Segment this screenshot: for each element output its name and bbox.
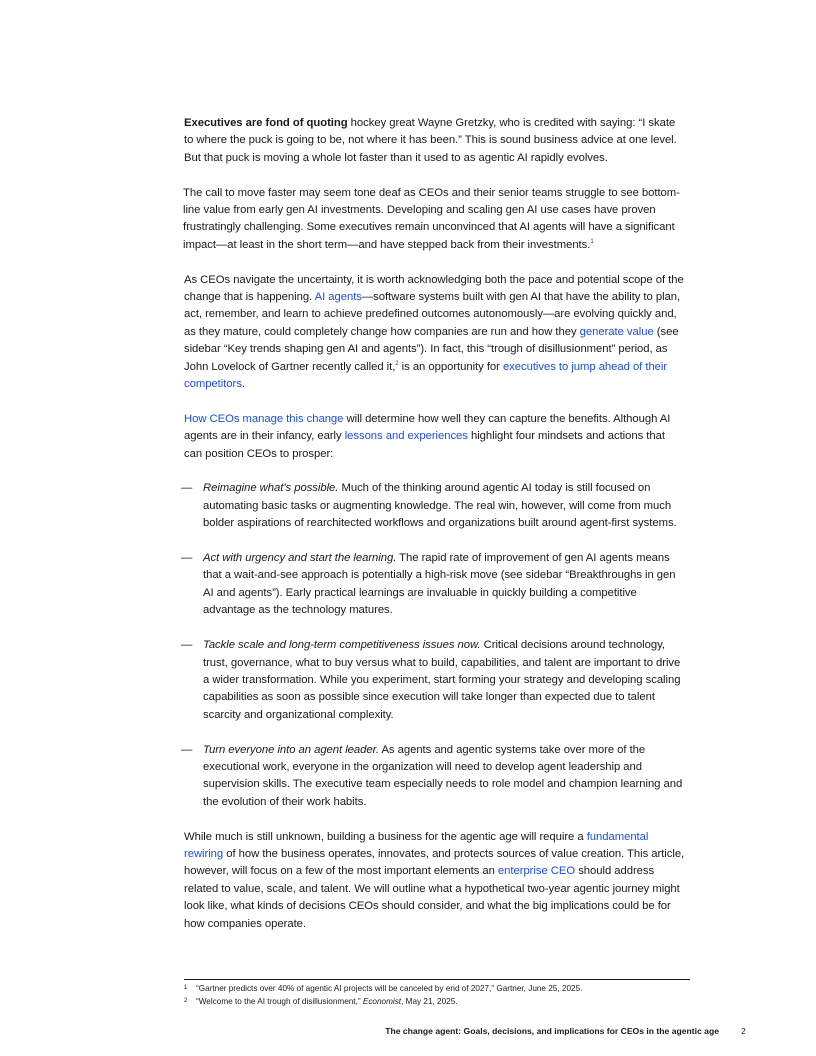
paragraph-uncertainty: [184, 272, 686, 394]
footnote-number: 2: [184, 997, 188, 1004]
link-lessons-experiences[interactable]: lessons and experiences: [344, 430, 468, 443]
list-item-text: As agents and agentic systems take over more of the executional work, everyone in the organization will need to develop agent leadership and supervision skills. The executive team especially needs to role model and champion learning and the evolution of their work habits.: [203, 743, 683, 808]
list-item: [181, 637, 686, 724]
dash-bullet: —: [181, 743, 193, 756]
footnote-1: [184, 983, 704, 996]
link-ai-agents[interactable]: AI agents: [314, 291, 362, 304]
footnote-2: [184, 996, 704, 1009]
footnote-ref-2[interactable]: 2: [395, 360, 399, 367]
link-fundamental-rewiring[interactable]: fundamental rewiring: [184, 830, 649, 860]
dash-bullet: —: [181, 482, 193, 495]
mindsets-list: [181, 480, 686, 811]
paragraph-text: should address related to value, scale, and talent. We will outline what a hypothetical two-year agentic journey might look like, what kinds of decisions CEOs should consider, and what the big implications could be for how companies operate.: [184, 865, 680, 930]
link-executives-jump-ahead[interactable]: executives to jump ahead of their competitors: [184, 360, 668, 391]
link-enterprise-ceo[interactable]: enterprise CEO: [497, 865, 576, 878]
paragraph-text: is an opportunity for: [398, 360, 503, 373]
footnote-number: 1: [184, 985, 188, 991]
list-item-title: Reimagine what’s possible.: [203, 482, 339, 495]
dash-bullet: —: [181, 552, 193, 565]
list-item-text: Much of the thinking around agentic AI today is still focused on automating basic tasks or augmenting knowledge. The real win, however, will come from much bolder aspirations of rearchitected workflows and organizations built around agent-first systems.: [203, 482, 677, 530]
paragraph-rewiring: [184, 829, 686, 933]
paragraph-text: of how the business operates, innovates, and protects sources of value creation. This article, however, will focus on a few of the most important elements an: [184, 847, 685, 878]
footnote-text: , May 21, 2025.: [401, 996, 458, 1006]
link-generate-value[interactable]: generate value: [579, 325, 654, 338]
paragraph-text: The call to move faster may seem tone deaf as CEOs and their senior teams struggle to see bottom-line value from early gen AI investments. Developing and scaling gen AI use cases have proven frustratingly challenging. Some executives remain unconvinced that AI agents will have a significant impact—at least in the short term—and have stepped back from their investments.: [183, 186, 680, 251]
list-item: [181, 550, 686, 620]
article-body: [181, 115, 686, 950]
footnotes: [184, 983, 704, 1008]
footnote-text: “Gartner predicts over 40% of agentic AI projects will be canceled by end of 2027,” Gartner, June 25, 2025.: [196, 984, 583, 993]
footnote-divider: [184, 979, 690, 980]
paragraph-text: .: [241, 378, 245, 391]
paragraph-text: While much is still unknown, building a business for the agentic age will require a: [184, 830, 587, 843]
running-title: The change agent: Goals, decisions, and implications for CEOs in the agentic age: [385, 1026, 719, 1036]
paragraph-text: —software systems built with gen AI that have the ability to plan, act, remember, and learn to achieve predefined outcomes autonomously—are evolving quickly and, as they mature, could completely change how companies are run and how they: [184, 291, 681, 338]
paragraph-mindsets: [184, 411, 686, 463]
link-how-ceos-manage[interactable]: How CEOs manage this change: [184, 412, 344, 425]
paragraph-intro: [184, 115, 686, 167]
paragraph-text: hockey great Wayne Gretzky, who is credited with saying: “I skate to where the puck is going to be, not where it has been.” This is sound business advice at one level. But that puck is moving a whole lot faster than it used to as agentic AI rapidly evolves.: [184, 117, 677, 164]
paragraph-call-to-move: [183, 185, 686, 255]
footnote-ref-1[interactable]: 1: [590, 239, 594, 246]
paragraph-text: will determine how well they can capture the benefits. Although AI agents are in their infancy, early: [184, 412, 671, 443]
list-item-text: The rapid rate of improvement of gen AI agents means that a wait-and-see approach is potentially a high-risk move (see sidebar “Breakthroughs in gen AI and agents”). Early practical learnings are invaluable in quickly building a competitive advantage as the technology matures.: [203, 552, 676, 617]
dash-bullet: —: [181, 639, 193, 652]
list-item: [181, 742, 686, 812]
list-item-title: Tackle scale and long-term competitiveness issues now.: [203, 639, 481, 652]
paragraph-text: (see sidebar “Key trends shaping gen AI and agents”). In fact, this “trough of disillusionment” period, as John Lovelock of Gartner recently called it,: [184, 325, 679, 373]
list-item-text: Critical decisions around technology, trust, governance, what to buy versus what to build, capabilities, and talent are important to drive a wider transformation. While you experiment, start forming your strategy and developing scaling capabilities as soon as possible since execution will take longer than expected due to talent scarcity and organizational complexity.: [203, 639, 681, 721]
page-number: 2: [741, 1026, 746, 1036]
lead-in: Executives are fond of quoting: [184, 117, 348, 129]
footnote-publication: Economist: [362, 996, 402, 1006]
paragraph-text: highlight four mindsets and actions that can position CEOs to prosper:: [184, 430, 665, 460]
list-item-title: Turn everyone into an agent leader.: [203, 743, 379, 756]
paragraph-text: As CEOs navigate the uncertainty, it is worth acknowledging both the pace and potential scope of the change that is happening.: [184, 273, 684, 304]
footnote-text: “Welcome to the AI trough of disillusionment,”: [196, 996, 363, 1006]
list-item-title: Act with urgency and start the learning.: [203, 552, 397, 565]
list-item: [181, 480, 686, 532]
